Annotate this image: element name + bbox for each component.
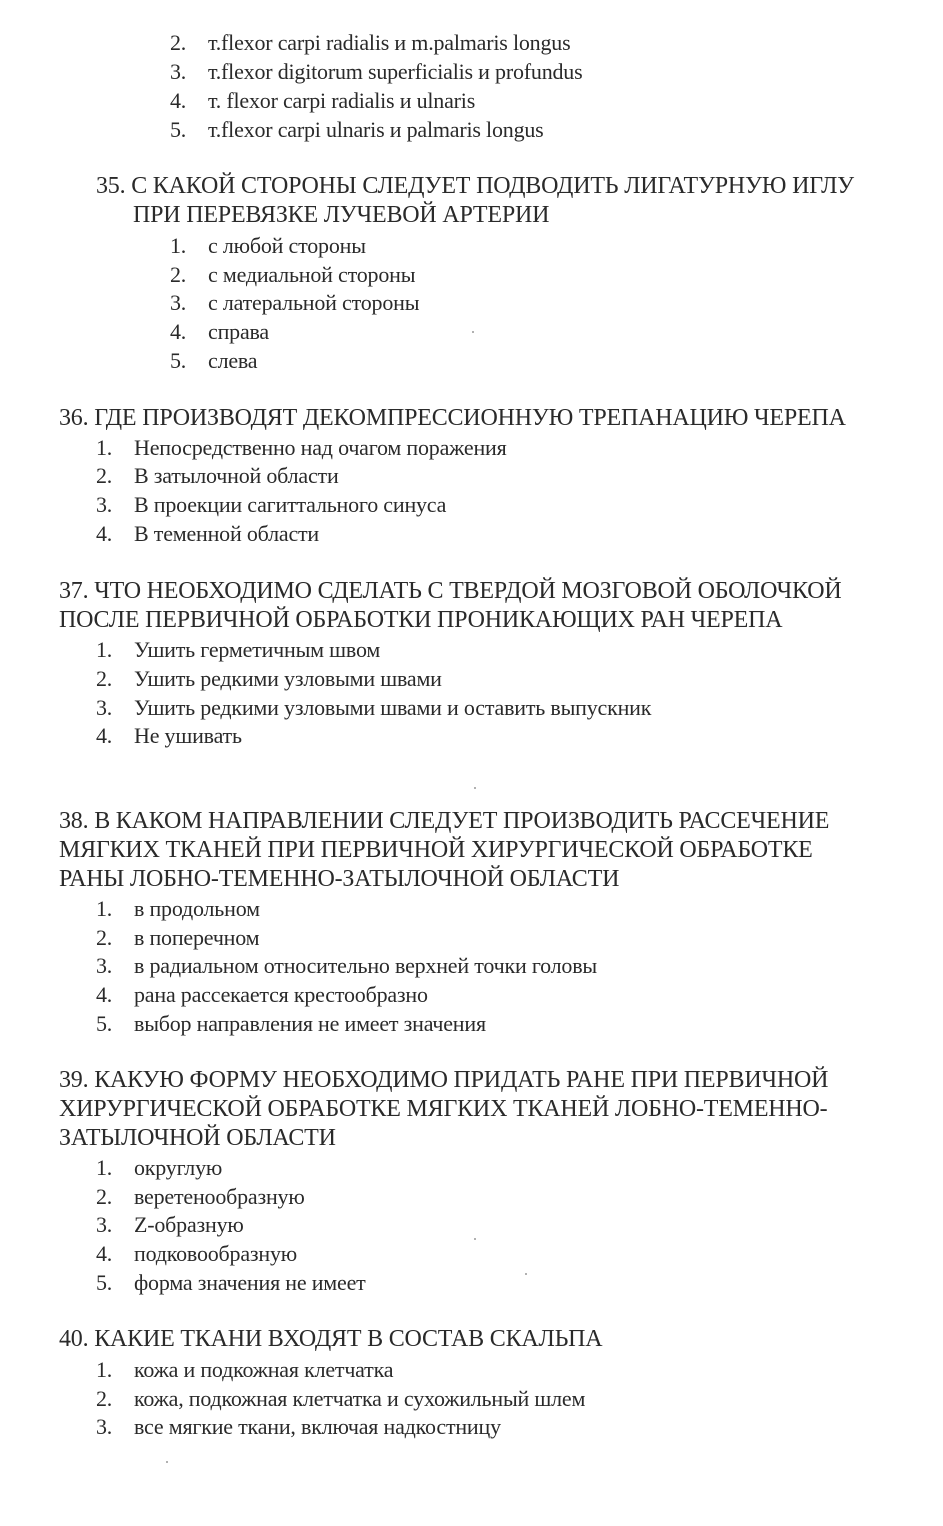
- question-40-option-2: 2. кожа, подкожная клетчатка и сухожильный шлем: [96, 1386, 586, 1411]
- scan-speck: [166, 1461, 168, 1463]
- question-38-option-3: 3. в радиальном относительно верхней точки головы: [96, 953, 597, 978]
- question-36-option-4: 4. В теменной области: [96, 521, 320, 546]
- question-35-option-4: 4. справа: [170, 319, 269, 344]
- question-37-option-3: 3. Ушить редкими узловыми швами и оставить выпускник: [96, 695, 652, 720]
- question-35-title: 35. С КАКОЙ СТОРОНЫ СЛЕДУЕТ ПОДВОДИТЬ ЛИГАТУРНУЮ ИГЛУ: [96, 173, 854, 199]
- option-prev-2: 2. т.flexor carpi radialis и m.palmaris longus: [170, 30, 571, 55]
- question-39-option-5: 5. форма значения не имеет: [96, 1270, 366, 1295]
- question-37-option-4: 4. Не ушивать: [96, 723, 242, 748]
- question-39-title-cont: ХИРУРГИЧЕСКОЙ ОБРАБОТКЕ МЯГКИХ ТКАНЕЙ ЛОБНО-ТЕМЕННО-: [59, 1096, 828, 1122]
- option-prev-4: 4. т. flexor carpi radialis и ulnaris: [170, 88, 476, 113]
- question-37-title: 37. ЧТО НЕОБХОДИМО СДЕЛАТЬ С ТВЕРДОЙ МОЗГОВОЙ ОБОЛОЧКОЙ: [59, 578, 842, 604]
- scan-speck: [525, 1273, 527, 1275]
- question-39-option-2: 2. веретенообразную: [96, 1184, 305, 1209]
- question-38-title-cont: МЯГКИХ ТКАНЕЙ ПРИ ПЕРВИЧНОЙ ХИРУРГИЧЕСКОЙ ОБРАБОТКЕ: [59, 837, 813, 863]
- question-39-title-cont-2: ЗАТЫЛОЧНОЙ ОБЛАСТИ: [59, 1125, 336, 1151]
- question-35-option-2: 2. с медиальной стороны: [170, 262, 416, 287]
- question-35-option-1: 1. с любой стороны: [170, 233, 366, 258]
- question-37-option-1: 1. Ушить герметичным швом: [96, 637, 381, 662]
- question-36-option-3: 3. В проекции сагиттального синуса: [96, 492, 447, 517]
- question-37-title-cont: ПОСЛЕ ПЕРВИЧНОЙ ОБРАБОТКИ ПРОНИКАЮЩИХ РАН ЧЕРЕПА: [59, 607, 783, 633]
- question-38-option-1: 1. в продольном: [96, 896, 260, 921]
- question-35-option-5: 5. слева: [170, 348, 258, 373]
- scan-speck: [474, 787, 476, 789]
- option-prev-5: 5. т.flexor carpi ulnaris и palmaris longus: [170, 117, 544, 142]
- question-40-option-3: 3. все мягкие ткани, включая надкостницу: [96, 1414, 501, 1439]
- question-38-title: 38. В КАКОМ НАПРАВЛЕНИИ СЛЕДУЕТ ПРОИЗВОДИТЬ РАССЕЧЕНИЕ: [59, 808, 830, 834]
- question-38-title-cont-2: РАНЫ ЛОБНО-ТЕМЕННО-ЗАТЫЛОЧНОЙ ОБЛАСТИ: [59, 866, 620, 892]
- question-40-option-1: 1. кожа и подкожная клетчатка: [96, 1357, 394, 1382]
- scan-speck: [474, 1238, 476, 1240]
- question-39-option-3: 3. Z-образную: [96, 1212, 244, 1237]
- question-38-option-4: 4. рана рассекается крестообразно: [96, 982, 428, 1007]
- question-39-option-4: 4. подковообразную: [96, 1241, 297, 1266]
- question-36-option-1: 1. Непосредственно над очагом поражения: [96, 435, 507, 460]
- question-36-title: 36. ГДЕ ПРОИЗВОДЯТ ДЕКОМПРЕССИОННУЮ ТРЕПАНАЦИЮ ЧЕРЕПА: [59, 405, 846, 431]
- question-39-option-1: 1. округлую: [96, 1155, 223, 1180]
- scan-speck: [472, 331, 474, 333]
- question-35-title-cont: ПРИ ПЕРЕВЯЗКЕ ЛУЧЕВОЙ АРТЕРИИ: [133, 202, 550, 228]
- question-36-option-2: 2. В затылочной области: [96, 463, 339, 488]
- question-37-option-2: 2. Ушить редкими узловыми швами: [96, 666, 442, 691]
- question-38-option-2: 2. в поперечном: [96, 925, 260, 950]
- question-38-option-5: 5. выбор направления не имеет значения: [96, 1011, 486, 1036]
- question-39-title: 39. КАКУЮ ФОРМУ НЕОБХОДИМО ПРИДАТЬ РАНЕ ПРИ ПЕРВИЧНОЙ: [59, 1067, 829, 1093]
- question-35-option-3: 3. с латеральной стороны: [170, 290, 420, 315]
- option-prev-3: 3. т.flexor digitorum superficialis и profundus: [170, 59, 583, 84]
- question-40-title: 40. КАКИЕ ТКАНИ ВХОДЯТ В СОСТАВ СКАЛЬПА: [59, 1326, 603, 1352]
